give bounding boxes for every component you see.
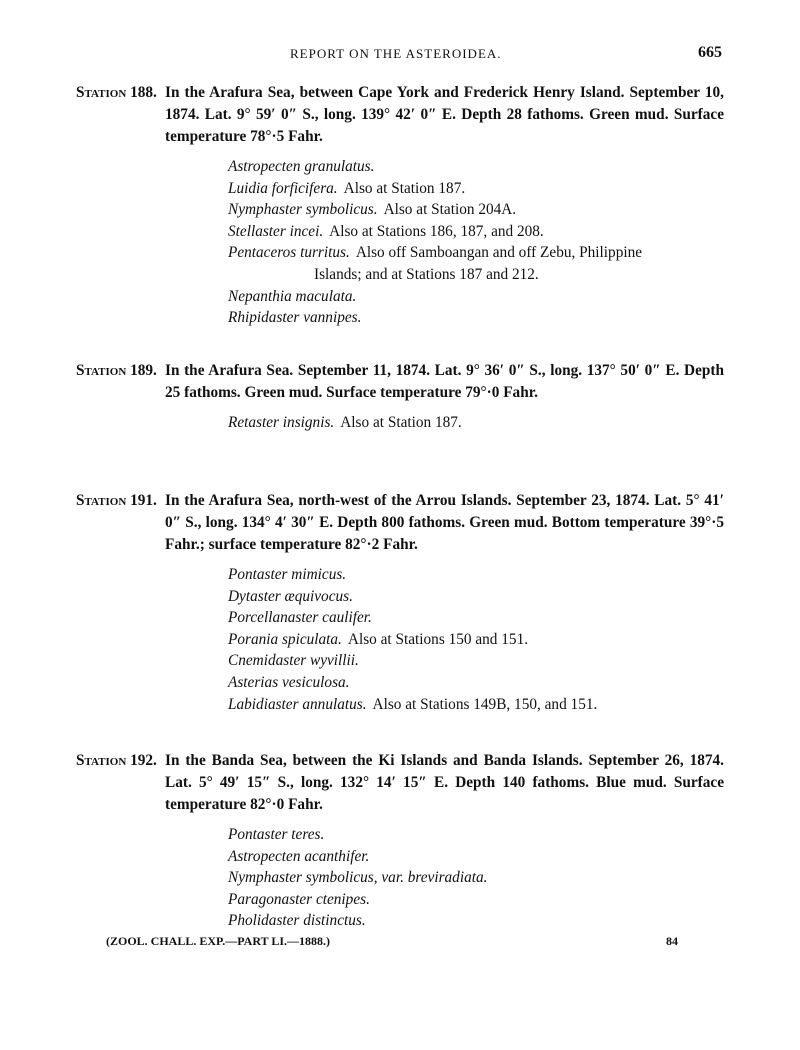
species-entry — [228, 650, 724, 672]
species-note-continued: Islands; and at Stations 187 and 212. — [314, 265, 539, 283]
species-note: Also at Station 187. — [343, 179, 466, 197]
page-number: 665 — [698, 44, 722, 61]
species-note: Also at Stations 150 and 151. — [347, 630, 529, 648]
species-name: Nepanthia maculata. — [228, 287, 357, 305]
species-name: Nymphaster symbolicus. — [228, 201, 378, 219]
species-entry — [228, 178, 724, 200]
species-entry — [228, 564, 724, 586]
station-label: Station 189. — [76, 362, 157, 379]
species-note: Also at Station 187. — [340, 414, 462, 431]
species-name: Pholidaster distinctus. — [228, 912, 366, 930]
species-entry — [228, 156, 724, 178]
station-entry — [76, 82, 724, 329]
species-name: Stellaster incei. — [228, 222, 324, 240]
species-list — [228, 824, 724, 932]
running-head — [0, 46, 800, 66]
species-name: Pontaster teres. — [228, 826, 325, 843]
species-name: Cnemidaster wyvillii. — [228, 652, 359, 670]
station-description: In the Banda Sea, between the Ki Islands and Banda Islands. September 26, 1874. Lat. 5° 49′ 15″ S., long. 132° 14′ 15″ E. Depth 140 fathoms. Blue mud. Surface temperature 82°·0 Fahr. — [165, 752, 724, 813]
species-entry — [228, 412, 724, 434]
species-name: Labidiaster annulatus. — [228, 695, 367, 713]
species-name: Pontaster mimicus. — [228, 566, 347, 583]
signature-mark: 84 — [666, 934, 678, 948]
species-entry — [228, 694, 724, 716]
species-entry — [228, 867, 724, 889]
species-note: Also off Samboangan and off Zebu, Philippine — [355, 244, 643, 262]
species-name: Dytaster æquivocus. — [228, 587, 353, 605]
station-entry — [76, 490, 724, 715]
footer-reference: (ZOOL. CHALL. EXP.—PART LI.—1888.) — [106, 934, 331, 948]
species-entry — [228, 221, 724, 243]
species-entry — [228, 242, 724, 285]
species-note: Also at Stations 186, 187, and 208. — [329, 222, 544, 240]
species-note: Also at Station 204A. — [383, 201, 517, 219]
species-entry — [228, 846, 724, 868]
running-title: REPORT ON THE ASTEROIDEA. — [290, 46, 502, 61]
species-name: Rhipidaster vannipes. — [228, 309, 362, 327]
station-label: Station 188. — [76, 84, 157, 101]
species-entry — [228, 629, 724, 651]
species-name: Porcellanaster caulifer. — [228, 609, 372, 627]
species-name: Asterias vesiculosa. — [228, 673, 350, 691]
species-note: Also at Stations 149B, 150, and 151. — [372, 695, 598, 713]
species-entry — [228, 910, 724, 932]
species-name: Astropecten granulatus. — [228, 158, 375, 175]
species-name: Pentaceros turritus. — [228, 244, 350, 262]
station-label: Station 192. — [76, 752, 157, 769]
station-description: In the Arafura Sea. September 11, 1874. Lat. 9° 36′ 0″ S., long. 137° 50′ 0″ E. Depth 25 fathoms. Green mud. Surface temperature 79°·0 Fahr. — [165, 362, 724, 401]
species-list — [228, 412, 724, 434]
species-list — [228, 564, 724, 715]
species-name: Retaster insignis. — [228, 414, 335, 431]
station-entry — [76, 750, 724, 932]
species-name: Paragonaster ctenipes. — [228, 890, 370, 908]
station-entry — [76, 360, 724, 434]
species-name: Nymphaster symbolicus, var. breviradiata. — [228, 869, 488, 887]
station-description: In the Arafura Sea, north-west of the Arrou Islands. September 23, 1874. Lat. 5° 41′ 0″ S., long. 134° 4′ 30″ E. Depth 800 fathoms. Green mud. Bottom temperature 39°·5 Fahr.; surface temperature 82°·2 Fahr. — [165, 492, 724, 553]
species-entry — [228, 824, 724, 846]
species-entry — [228, 286, 724, 308]
station-label: Station 191. — [76, 492, 157, 509]
species-entry — [228, 307, 724, 329]
species-name: Luidia forficifera. — [228, 179, 338, 197]
species-name: Porania spiculata. — [228, 630, 342, 648]
species-entry — [228, 672, 724, 694]
species-entry — [228, 586, 724, 608]
species-entry — [228, 889, 724, 911]
species-name: Astropecten acanthifer. — [228, 847, 370, 865]
species-entry — [228, 607, 724, 629]
station-description: In the Arafura Sea, between Cape York and Frederick Henry Island. September 10, 1874. Lat. 9° 59′ 0″ S., long. 139° 42′ 0″ E. Depth 28 fathoms. Green mud. Surface temperature 78°·5 Fahr. — [165, 84, 724, 145]
species-entry — [228, 199, 724, 221]
species-list — [228, 156, 724, 329]
